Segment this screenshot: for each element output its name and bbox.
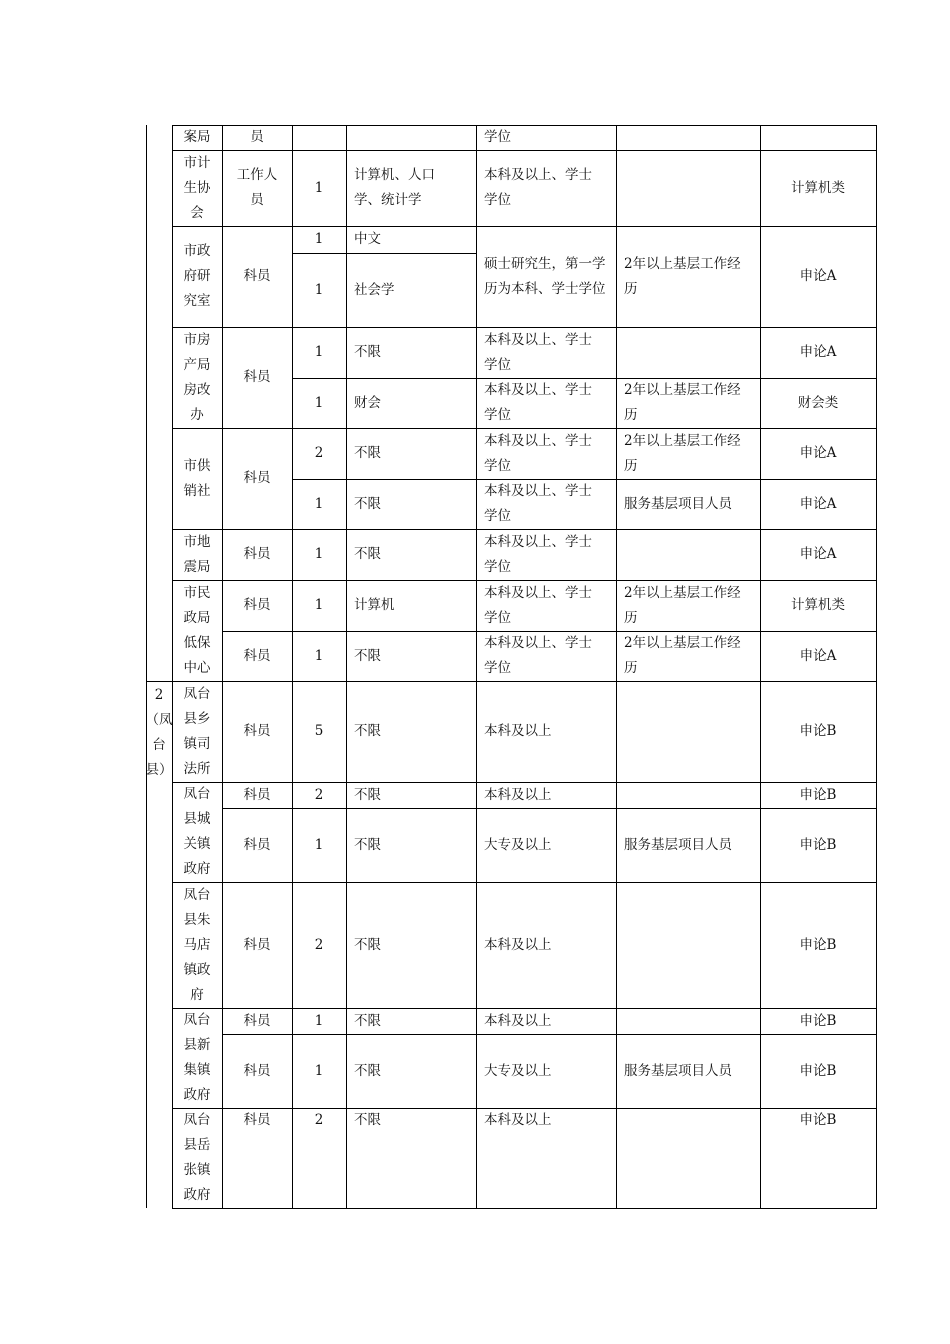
cell-other: 2年以上基层工作经历 — [624, 635, 741, 676]
cell-job: 科员 — [243, 723, 271, 739]
cell-other: 2年以上基层工作经历 — [624, 255, 741, 297]
cell-count: 2 — [314, 445, 324, 461]
cell-count: 1 — [314, 647, 324, 664]
cell-job: 工作人员 — [236, 167, 278, 208]
cell-count: 1 — [314, 231, 324, 247]
cell-unit: 凤台县新集镇政府 — [183, 1012, 211, 1103]
cell-count: 1 — [314, 546, 324, 562]
cell-major: 不限 — [354, 1062, 381, 1079]
cell-edu: 本科及以上、学士学位 — [484, 167, 592, 208]
cell-edu: 本科及以上 — [484, 936, 552, 953]
cell-count: 1 — [314, 281, 324, 298]
cell-count: 1 — [314, 344, 324, 360]
cell-count: 2 — [314, 1112, 324, 1128]
cell-unit: 市民政局低保中心 — [183, 584, 211, 676]
cell-unit: 凤台县乡镇司法所 — [183, 685, 211, 777]
cell-unit: 凤台县城关镇政府 — [183, 786, 211, 877]
cell-job: 科员 — [243, 786, 271, 803]
cell-other: 服务基层项目人员 — [624, 1062, 732, 1079]
cell-unit: 市计生协会 — [183, 154, 211, 221]
cell-edu: 本科及以上 — [484, 723, 552, 739]
cell-unit: 市房产局房改办 — [183, 331, 211, 423]
cell-major: 不限 — [354, 723, 381, 739]
cell-major: 不限 — [354, 1112, 381, 1128]
cell-exam: 申论B — [799, 836, 837, 853]
cell-exam: 申论B — [799, 936, 837, 953]
cell-other: 2年以上基层工作经历 — [624, 432, 741, 474]
cell-unit: 市地震局 — [183, 533, 211, 575]
cell-unit: 市政府研究室 — [183, 243, 211, 309]
cell-exam: 申论B — [799, 723, 837, 739]
cell-major: 不限 — [354, 786, 381, 803]
cell-edu: 本科及以上 — [484, 786, 552, 803]
cell-unit: 市供销社 — [183, 457, 211, 499]
cell-major: 不限 — [354, 836, 381, 853]
cell-other: 服务基层项目人员 — [624, 836, 732, 853]
cell-exam: 申论A — [799, 546, 837, 562]
cell-edu: 大专及以上 — [484, 836, 552, 853]
cell-exam: 申论A — [799, 445, 837, 461]
cell-major: 不限 — [354, 344, 381, 360]
cell-major: 不限 — [354, 647, 381, 664]
cell-job: 科员 — [243, 836, 271, 853]
cell-count: 1 — [314, 394, 324, 411]
cell-major: 计算机 — [354, 597, 395, 613]
cell-edu: 本科及以上、学士学位 — [484, 584, 592, 626]
cell-exam: 申论A — [799, 344, 837, 360]
cell-unit-continued: 案局 — [183, 129, 211, 145]
cell-other: 2年以上基层工作经历 — [624, 382, 741, 423]
cell-exam: 申论B — [799, 1062, 837, 1079]
cell-count: 1 — [314, 1012, 324, 1029]
cell-edu: 本科及以上 — [484, 1012, 552, 1029]
cell-exam: 申论B — [799, 1012, 837, 1029]
cell-count: 5 — [314, 723, 324, 739]
cell-job: 科员 — [243, 1062, 271, 1079]
cell-exam: 申论A — [799, 495, 837, 512]
cell-major: 财会 — [354, 394, 381, 411]
cell-major: 不限 — [354, 445, 381, 461]
cell-job: 科员 — [243, 597, 271, 613]
cell-exam: 申论A — [799, 268, 837, 284]
cell-edu: 本科及以上、学士学位 — [484, 533, 592, 575]
cell-major: 计算机、人口学、统计学 — [354, 167, 435, 208]
cell-job-continued: 员 — [250, 129, 264, 145]
cell-job: 科员 — [243, 647, 271, 664]
cell-edu: 大专及以上 — [484, 1062, 552, 1079]
cell-exam: 申论B — [799, 1112, 837, 1128]
cell-edu: 本科及以上、学士学位 — [484, 635, 592, 676]
cell-major: 不限 — [354, 1012, 381, 1029]
cell-job: 科员 — [243, 936, 271, 953]
cell-job: 科员 — [243, 1012, 271, 1029]
cell-count: 2 — [314, 936, 324, 953]
cell-edu: 本科及以上、学士学位 — [484, 483, 592, 524]
cell-job: 科员 — [243, 470, 271, 486]
cell-edu: 本科及以上 — [484, 1112, 552, 1128]
cell-count: 1 — [314, 1062, 324, 1079]
cell-job: 科员 — [243, 1112, 271, 1128]
cell-edu: 本科及以上、学士学位 — [484, 382, 592, 423]
cell-unit: 凤台县岳张镇政府 — [183, 1112, 211, 1203]
cell-exam: 计算机类 — [791, 179, 845, 196]
cell-exam: 财会类 — [797, 394, 839, 411]
cell-job: 科员 — [243, 268, 271, 284]
cell-count: 1 — [314, 597, 324, 613]
cell-count: 1 — [314, 179, 324, 196]
cell-count: 2 — [314, 786, 324, 803]
cell-edu: 本科及以上、学士学位 — [484, 331, 592, 373]
cell-exam: 申论A — [799, 647, 837, 664]
cell-unit: 凤台县朱马店镇政府 — [183, 886, 211, 1003]
cell-exam: 申论B — [799, 786, 837, 803]
cell-major: 不限 — [354, 936, 381, 953]
cell-count: 1 — [314, 495, 324, 512]
cell-other: 2年以上基层工作经历 — [624, 584, 741, 626]
cell-major: 不限 — [354, 546, 381, 562]
cell-edu-continued: 学位 — [484, 129, 511, 145]
cell-major: 社会学 — [354, 281, 395, 298]
cell-major: 不限 — [354, 495, 381, 512]
cell-edu: 硕士研究生，第一学历为本科、学士学位 — [484, 255, 606, 297]
cell-other: 服务基层项目人员 — [624, 495, 732, 512]
cell-exam: 计算机类 — [791, 597, 845, 613]
cell-job: 科员 — [243, 369, 271, 385]
cell-job: 科员 — [243, 546, 271, 562]
cell-major: 中文 — [354, 231, 381, 247]
section-label: 2（凤台县） — [145, 687, 173, 778]
cell-count: 1 — [314, 836, 324, 853]
cell-edu: 本科及以上、学士学位 — [484, 432, 592, 474]
